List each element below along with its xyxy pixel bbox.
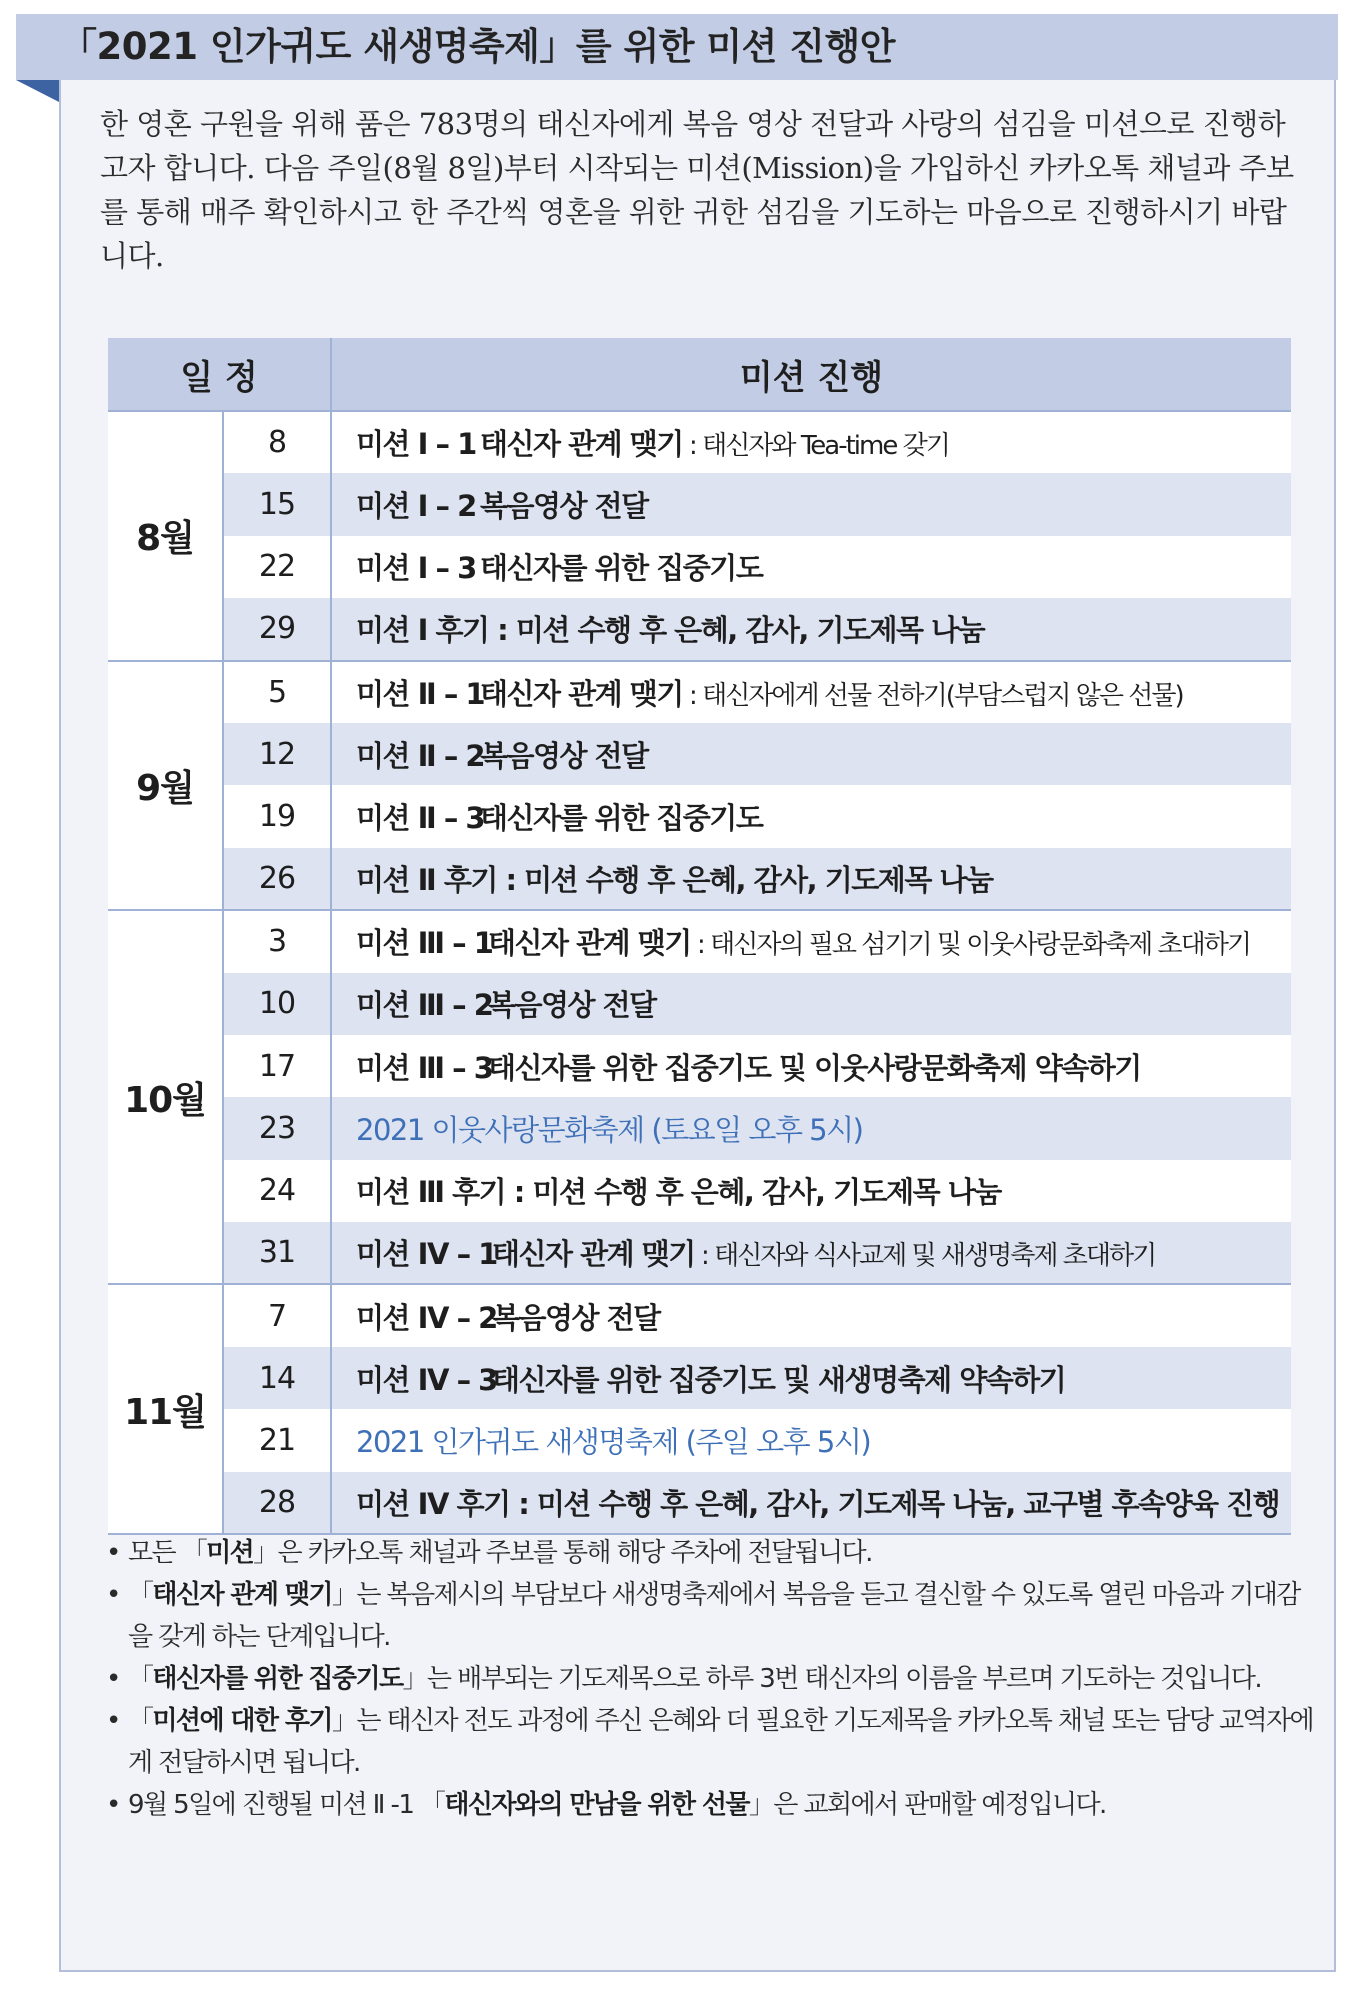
mission-cell: 미션 Ⅱ 후기 : 미션 수행 후 은혜, 감사, 기도제목 나눔: [331, 848, 1291, 910]
day-cell: 23: [223, 1097, 331, 1159]
note-text: 「: [128, 1664, 153, 1694]
mission-cell: 미션 Ⅳ 후기 : 미션 수행 후 은혜, 감사, 기도제목 나눔, 교구별 후속양육 진행: [331, 1472, 1291, 1534]
notes-list: [106, 1532, 1316, 1826]
mission-cell: [331, 411, 1291, 473]
mission-schedule-table: [108, 338, 1291, 1535]
mission-code: 미션 Ⅲ – 3: [356, 1050, 493, 1085]
mission-code: 미션 Ⅱ – 3: [356, 801, 485, 836]
mission-cell: [331, 973, 1291, 1035]
mission-title: 태신자를 위한 집중기도: [480, 551, 763, 586]
day-cell: 8: [223, 411, 331, 473]
note-item: [106, 1532, 1316, 1574]
note-text: 」는 복음제시의 부담보다 새생명축제에서 복음을 듣고 결신할 수 있도록 열린 마음과 기대감을 갖게 하는 단계입니다.: [128, 1580, 1300, 1652]
bullet-icon: •: [106, 1538, 120, 1568]
month-cell: 9월: [108, 661, 223, 911]
mission-detail: : 태신자와 Tea-time 갖기: [682, 431, 949, 462]
mission-cell: [331, 1284, 1291, 1346]
mission-cell: [331, 661, 1291, 723]
mission-cell: [331, 1409, 1291, 1471]
mission-cell: [331, 910, 1291, 972]
mission-detail: : 태신자의 필요 섬기기 및 이웃사랑문화축제 초대하기: [690, 930, 1250, 961]
title-bar-fold: [16, 80, 59, 102]
bullet-icon: •: [106, 1790, 120, 1820]
mission-title: 태신자를 위한 집중기도 및 새생명축제 약속하기: [492, 1362, 1066, 1397]
mission-cell: [331, 473, 1291, 535]
mission-detail: : 태신자와 식사교제 및 새생명축제 초대하기: [694, 1241, 1156, 1272]
month-cell: 10월: [108, 910, 223, 1284]
note-emphasis: 미션에 대한 후기: [152, 1706, 332, 1736]
mission-code: 미션 Ⅰ – 2: [356, 489, 476, 524]
mission-title: 태신자를 위한 집중기도: [480, 801, 763, 836]
mission-code: 미션 Ⅱ – 2: [356, 738, 485, 773]
day-cell: 3: [223, 910, 331, 972]
mission-cell: 미션 Ⅲ 후기 : 미션 수행 후 은혜, 감사, 기도제목 나눔: [331, 1160, 1291, 1222]
mission-code: 미션 Ⅳ – 3: [356, 1362, 497, 1397]
day-cell: 28: [223, 1472, 331, 1534]
note-text: 「: [128, 1706, 153, 1736]
mission-code: 미션 Ⅰ – 1: [356, 427, 476, 462]
day-cell: 21: [223, 1409, 331, 1471]
mission-code: 미션 Ⅲ – 2: [356, 988, 493, 1023]
note-text: 」는 배부되는 기도제목으로 하루 3번 태신자의 이름을 부르며 기도하는 것입니다.: [402, 1664, 1261, 1694]
mission-title: 태신자 관계 맺기: [488, 926, 691, 961]
note-text: 9월 5일에 진행될 미션 Ⅱ -1 「: [128, 1790, 445, 1820]
note-text: 」은 카카오톡 채널과 주보를 통해 해당 주차에 전달됩니다.: [253, 1538, 872, 1568]
mission-cell: [331, 1347, 1291, 1409]
note-text: 「: [128, 1580, 153, 1610]
note-item: [106, 1658, 1316, 1700]
mission-cell: [331, 1035, 1291, 1097]
bullet-icon: •: [106, 1664, 120, 1694]
mission-cell: 미션 Ⅰ 후기 : 미션 수행 후 은혜, 감사, 기도제목 나눔: [331, 598, 1291, 660]
mission-title: 복음영상 전달: [488, 988, 656, 1023]
note-emphasis: 태신자를 위한 집중기도: [152, 1664, 403, 1694]
bullet-icon: •: [106, 1706, 120, 1736]
day-cell: 7: [223, 1284, 331, 1346]
day-cell: 14: [223, 1347, 331, 1409]
mission-title: 태신자 관계 맺기: [492, 1237, 695, 1272]
note-emphasis: 미션: [206, 1538, 254, 1568]
mission-code: 미션 Ⅳ – 1: [356, 1237, 497, 1272]
mission-cell: [331, 785, 1291, 847]
note-emphasis: 태신자 관계 맺기: [152, 1580, 332, 1610]
day-cell: 5: [223, 661, 331, 723]
mission-code: 미션 Ⅱ – 1: [356, 676, 485, 711]
note-text: 」는 태신자 전도 과정에 주신 은혜와 더 필요한 기도제목을 카카오톡 채널 또는 담당 교역자에게 전달하시면 됩니다.: [128, 1706, 1314, 1778]
mission-title: 태신자 관계 맺기: [480, 427, 683, 462]
day-cell: 12: [223, 723, 331, 785]
note-emphasis: 태신자와의 만남을 위한 선물: [444, 1790, 749, 1820]
day-cell: 17: [223, 1035, 331, 1097]
day-cell: 22: [223, 536, 331, 598]
note-item: [106, 1784, 1316, 1826]
mission-column-header: 미션 진행: [331, 338, 1291, 411]
note-item: [106, 1574, 1316, 1658]
month-cell: 8월: [108, 411, 223, 661]
note-item: [106, 1700, 1316, 1784]
mission-code: 미션 Ⅲ – 1: [356, 926, 493, 961]
schedule-column-header: 일 정: [108, 338, 331, 411]
mission-title: 태신자를 위한 집중기도 및 이웃사랑문화축제 약속하기: [488, 1050, 1141, 1085]
day-cell: 31: [223, 1222, 331, 1284]
mission-cell: [331, 1222, 1291, 1284]
bullet-icon: •: [106, 1580, 120, 1610]
mission-code: 미션 Ⅳ – 2: [356, 1300, 497, 1335]
day-cell: 26: [223, 848, 331, 910]
intro-paragraph: 한 영혼 구원을 위해 품은 783명의 태신자에게 복음 영상 전달과 사랑의 섬김을 미션으로 진행하고자 합니다. 다음 주일(8월 8일)부터 시작되는 미션(Mission)을 가입하신 카카오톡 채널과 주보를 통해 매주 확인하시고 한 주간씩 영혼을 위한 귀한 섬김을 기도하는 마음으로 진행하시기 바랍니다.: [100, 107, 1294, 273]
day-cell: 29: [223, 598, 331, 660]
day-cell: 24: [223, 1160, 331, 1222]
mission-title: 태신자 관계 맺기: [480, 676, 683, 711]
day-cell: 19: [223, 785, 331, 847]
note-text: 모든 「: [128, 1538, 207, 1568]
mission-title: 복음영상 전달: [492, 1300, 660, 1335]
page-title: 「2021 인가귀도 새생명축제」를 위한 미션 진행안: [60, 25, 895, 68]
day-cell: 15: [223, 473, 331, 535]
mission-cell: [331, 1097, 1291, 1159]
mission-title: 복음영상 전달: [480, 489, 648, 524]
mission-cell: [331, 536, 1291, 598]
festival-event-text: 2021 인가귀도 새생명축제 (주일 오후 5시): [356, 1424, 871, 1459]
note-text: 」은 교회에서 판매할 예정입니다.: [748, 1790, 1106, 1820]
festival-event-text: 2021 이웃사랑문화축제 (토요일 오후 5시): [356, 1112, 863, 1147]
month-cell: 11월: [108, 1284, 223, 1534]
mission-detail: : 태신자에게 선물 전하기(부담스럽지 않은 선물): [682, 680, 1183, 711]
mission-title: 복음영상 전달: [480, 738, 648, 773]
day-cell: 10: [223, 973, 331, 1035]
mission-code: 미션 Ⅰ – 3: [356, 551, 476, 586]
mission-cell: [331, 723, 1291, 785]
